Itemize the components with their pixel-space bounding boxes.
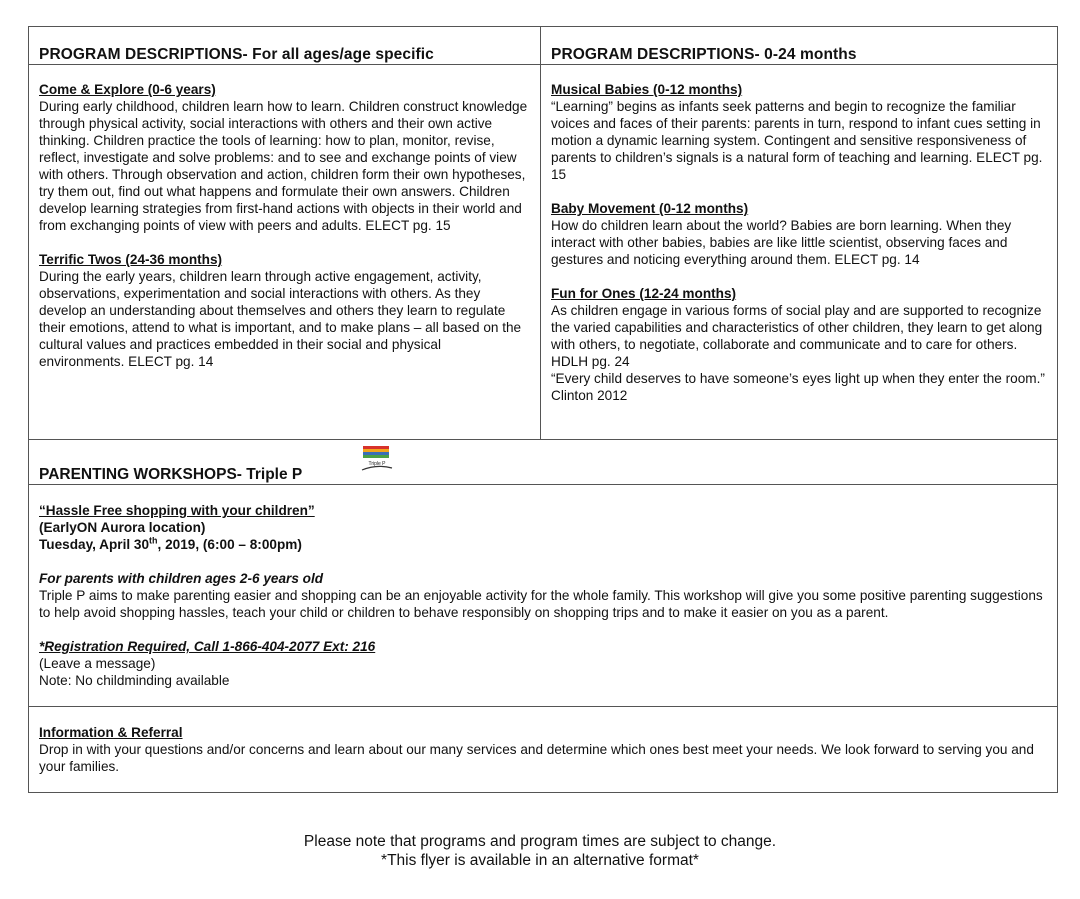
section-reference: HDLH pg. 24 xyxy=(551,354,630,369)
workshops-header-row xyxy=(29,440,1057,485)
referral-block xyxy=(29,707,1057,792)
workshop-location: (EarlyON Aurora location) xyxy=(39,520,206,535)
section-text: “Learning” begins as infants seek patterns and begin to recognize the familiar voices and faces of their parents: parents in turn, respond to infant cues setting in motion a dynamic learning system. Contingent and sensitive responsiveness of parents to children’s signals is a natural form of teaching and learning. ELECT pg. 15 xyxy=(551,99,1043,182)
section-title: Fun for Ones (12-24 months) xyxy=(551,286,737,301)
flyer-table xyxy=(28,26,1058,793)
workshop-message-note: (Leave a message) xyxy=(39,656,156,671)
workshops-header: PARENTING WORKSHOPS- Triple P xyxy=(39,466,303,483)
date-prefix: Tuesday, April 30 xyxy=(39,537,150,552)
section-quote: “Every child deserves to have someone’s eyes light up when they enter the room.” Clinton 2012 xyxy=(551,371,1045,403)
section-title: Come & Explore (0-6 years) xyxy=(39,82,216,97)
program-descriptions-row xyxy=(29,27,1057,440)
footer-line-2: *This flyer is available in an alternative format* xyxy=(381,852,699,869)
program-section-terrific-twos xyxy=(39,251,530,370)
workshop-registration: *Registration Required, Call 1-866-404-2077 Ext: 216 xyxy=(39,639,376,654)
workshop-details xyxy=(29,485,1057,706)
program-right-header: PROGRAM DESCRIPTIONS- 0-24 months xyxy=(541,27,1057,65)
triple-p-logo-icon xyxy=(359,444,395,474)
section-text: As children engage in various forms of social play and are supported to recognize the varied capabilities and characteristics of other children, they learn to get along with others, to negotiate, collaborate and communicate and to care for others. xyxy=(551,303,1043,352)
date-suffix: , 2019, (6:00 – 8:00pm) xyxy=(157,537,302,552)
workshop-description: Triple P aims to make parenting easier and shopping can be an enjoyable activity for the whole family. This workshop will give you some positive parenting suggestions to help avoid shopping hassles, teach your child or children to behave responsibly on shopping trips and to make it easier on you as a parent. xyxy=(39,588,1043,620)
section-text: During early childhood, children learn how to learn. Children construct knowledge through physical activity, social interactions with others and their own active thinking. Children practice the tools of learning: how to plan, monitor, revise, reflect, investigate and solve problems: and to see and exchange points of view with others. Through observation and action, children form their own hypotheses, try them out, find out what happens and formulate their own answers. Children develop learning strategies from first-hand actions with objects in their world and from exchanging points of view with peers and adults. ELECT pg. 15 xyxy=(39,99,528,233)
workshop-childminding-note: Note: No childminding available xyxy=(39,673,230,688)
section-text: During the early years, children learn through active engagement, activity, observations, experimentation and social interactions with others. As they develop an understanding about themselves and others they learn to regulate their emotions, attend to what is important, and to make plans – all based on the cultural values and practices embedded in their social and physical environments. ELECT pg. 14 xyxy=(39,269,522,369)
program-section-fun-for-ones xyxy=(551,285,1047,404)
workshops-block xyxy=(29,440,1057,707)
program-left-header: PROGRAM DESCRIPTIONS- For all ages/age specific xyxy=(29,27,540,65)
referral-text: Drop in with your questions and/or concerns and learn about our many services and determine which ones best meet your needs. We look forward to serving you and your families. xyxy=(39,742,1034,774)
program-right-column xyxy=(541,27,1057,439)
date-superscript: th xyxy=(149,535,158,546)
program-section-baby-movement xyxy=(551,200,1047,268)
workshop-audience: For parents with children ages 2-6 years old xyxy=(39,571,324,586)
program-section-musical-babies xyxy=(551,81,1047,183)
referral-title: Information & Referral xyxy=(39,725,183,740)
program-left-column xyxy=(29,27,541,439)
workshop-date xyxy=(39,536,1047,553)
section-title: Terrific Twos (24-36 months) xyxy=(39,252,223,267)
footer-line-1: Please note that programs and program times are subject to change. xyxy=(303,833,777,850)
section-text: How do children learn about the world? Babies are born learning. When they interact with other babies, babies are like little scientist, observing faces and gestures and noticing everything around them. ELECT pg. 14 xyxy=(551,218,1012,267)
program-section-come-explore xyxy=(39,81,530,234)
footer-note xyxy=(0,832,1080,870)
workshop-title: “Hassle Free shopping with your children” xyxy=(39,503,315,518)
section-title: Musical Babies (0-12 months) xyxy=(551,82,743,97)
section-title: Baby Movement (0-12 months) xyxy=(551,201,749,216)
svg-text:Triple P: Triple P xyxy=(368,461,386,467)
